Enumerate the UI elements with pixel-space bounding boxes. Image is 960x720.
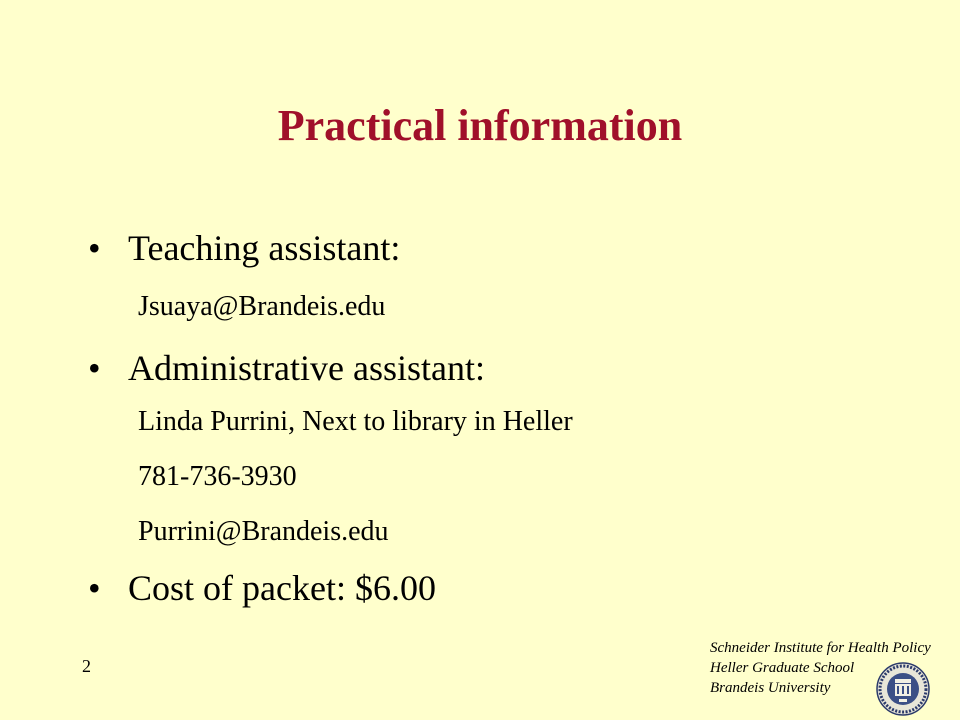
bullet-cost-of-packet	[88, 566, 436, 610]
ta-email: Jsuaya@Brandeis.edu	[138, 291, 386, 322]
bullet-label: Cost of packet: $6.00	[128, 568, 436, 608]
bullet-teaching-assistant	[88, 226, 400, 270]
admin-phone: 781-736-3930	[138, 461, 297, 492]
footer-line-university: Brandeis University	[710, 680, 831, 696]
bullet-label: Teaching assistant:	[128, 228, 401, 268]
admin-name-location: Linda Purrini, Next to library in Heller	[138, 406, 573, 437]
brandeis-university-seal-icon	[876, 662, 930, 716]
footer-line-school: Heller Graduate School	[710, 660, 855, 676]
bullet-label: Administrative assistant:	[128, 348, 485, 388]
page-number: 2	[82, 656, 91, 676]
footer-line-institute: Schneider Institute for Health Policy	[710, 640, 931, 656]
bullet-dot: •	[88, 348, 101, 388]
slide-title: Practical information	[277, 101, 683, 150]
admin-email: Purrini@Brandeis.edu	[138, 516, 389, 547]
bullet-administrative-assistant	[88, 346, 485, 390]
bullet-dot: •	[88, 228, 101, 268]
bullet-dot: •	[88, 568, 101, 608]
